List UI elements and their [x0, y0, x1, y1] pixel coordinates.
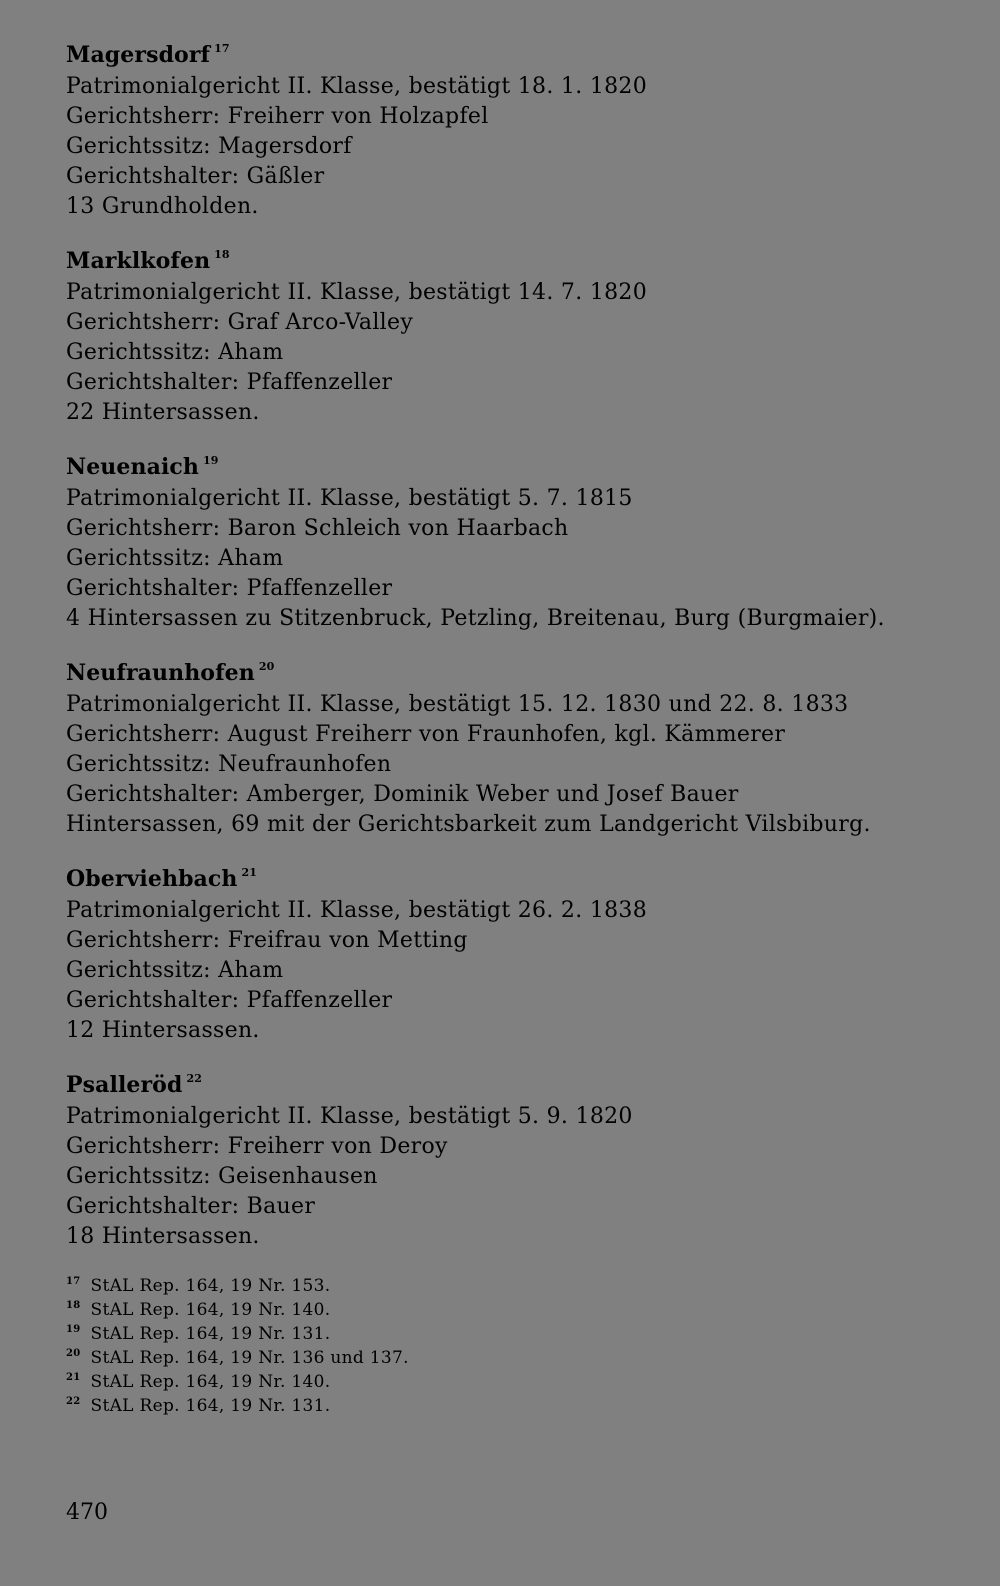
entry-court-holder: Gerichtshalter: Pfaffenzeller: [66, 576, 393, 601]
entry-court-holder: Gerichtshalter: Pfaffenzeller: [66, 988, 393, 1013]
entry-holdings: 12 Hintersassen.: [66, 1018, 260, 1043]
entry-holdings: 13 Grundholden.: [66, 194, 259, 219]
entry-court-class: Patrimonialgericht II. Klasse, bestätigt 18. 1. 1820: [66, 74, 648, 99]
footnote-20: $^{20}$ StAL Rep. 164, 19 Nr. 136 und 137.: [66, 1348, 409, 1368]
entry-court-seat: Gerichtssitz: Aham: [66, 546, 284, 571]
footnote-ref[interactable]: 18: [214, 248, 230, 261]
entry-court-holder: Gerichtshalter: Bauer: [66, 1194, 316, 1219]
footnote-17: $^{17}$ StAL Rep. 164, 19 Nr. 153.: [66, 1276, 331, 1296]
entry-court-lord: Gerichtsherr: Graf Arco-Valley: [66, 310, 414, 335]
entry-court-class: Patrimonialgericht II. Klasse, bestätigt 5. 7. 1815: [66, 486, 633, 511]
entry-title: Magersdorf $^{17}$: [66, 42, 230, 68]
entry-neuenaich: [66, 450, 966, 634]
entry-neufraunhofen: [66, 656, 966, 840]
entry-court-holder: Gerichtshalter: Pfaffenzeller: [66, 370, 393, 395]
entry-court-holder: Gerichtshalter: Amberger, Dominik Weber und Josef Bauer: [66, 782, 739, 807]
entry-court-class: Patrimonialgericht II. Klasse, bestätigt 26. 2. 1838: [66, 898, 648, 923]
entry-magersdorf: [66, 38, 966, 222]
footnote-19: $^{19}$ StAL Rep. 164, 19 Nr. 131.: [66, 1324, 331, 1344]
entry-court-seat: Gerichtssitz: Geisenhausen: [66, 1164, 378, 1189]
entry-title: Psalleröd $^{22}$: [66, 1072, 202, 1098]
entry-court-lord: Gerichtsherr: Freiherr von Holzapfel: [66, 104, 489, 129]
entry-court-lord: Gerichtsherr: Baron Schleich von Haarbach: [66, 516, 569, 541]
entry-court-lord: Gerichtsherr: August Freiherr von Fraunhofen, kgl. Kämmerer: [66, 722, 786, 747]
entry-court-class: Patrimonialgericht II. Klasse, bestätigt 14. 7. 1820: [66, 280, 648, 305]
footnote-ref[interactable]: 22: [186, 1072, 202, 1085]
footnote-ref[interactable]: 17: [214, 42, 230, 55]
entry-holdings: 22 Hintersassen.: [66, 400, 260, 425]
entry-court-lord: Gerichtsherr: Freifrau von Metting: [66, 928, 468, 953]
entry-holdings: 18 Hintersassen.: [66, 1224, 260, 1249]
document-page: [66, 38, 966, 1418]
entry-court-lord: Gerichtsherr: Freiherr von Deroy: [66, 1134, 448, 1159]
entry-court-class: Patrimonialgericht II. Klasse, bestätigt 5. 9. 1820: [66, 1104, 633, 1129]
footnotes: [66, 1274, 966, 1418]
entry-title: Neuenaich $^{19}$: [66, 454, 219, 480]
entry-holdings: Hintersassen, 69 mit der Gerichtsbarkeit zum Landgericht Vilsbiburg.: [66, 812, 871, 837]
entry-title: Neufraunhofen $^{20}$: [66, 660, 275, 686]
footnote-ref[interactable]: 19: [203, 454, 219, 467]
entry-court-seat: Gerichtssitz: Magersdorf: [66, 134, 352, 159]
footnote-18: $^{18}$ StAL Rep. 164, 19 Nr. 140.: [66, 1300, 331, 1320]
entry-title: Marklkofen $^{18}$: [66, 248, 230, 274]
entry-court-holder: Gerichtshalter: Gäßler: [66, 164, 325, 189]
entry-court-class: Patrimonialgericht II. Klasse, bestätigt 15. 12. 1830 und 22. 8. 1833: [66, 692, 849, 717]
entry-holdings: 4 Hintersassen zu Stitzenbruck, Petzling, Breitenau, Burg (Burgmaier).: [66, 606, 885, 631]
entry-marklkofen: [66, 244, 966, 428]
page-number: 470: [66, 1500, 108, 1525]
footnote-22: $^{22}$ StAL Rep. 164, 19 Nr. 131.: [66, 1396, 331, 1416]
entry-title: Oberviehbach $^{21}$: [66, 866, 258, 892]
footnote-21: $^{21}$ StAL Rep. 164, 19 Nr. 140.: [66, 1372, 331, 1392]
entry-court-seat: Gerichtssitz: Aham: [66, 958, 284, 983]
entry-court-seat: Gerichtssitz: Neufraunhofen: [66, 752, 392, 777]
footnote-ref[interactable]: 21: [241, 866, 258, 879]
entry-court-seat: Gerichtssitz: Aham: [66, 340, 284, 365]
entry-oberviehbach: [66, 862, 966, 1046]
entry-psalleroed: [66, 1068, 966, 1252]
footnote-ref[interactable]: 20: [258, 660, 275, 673]
